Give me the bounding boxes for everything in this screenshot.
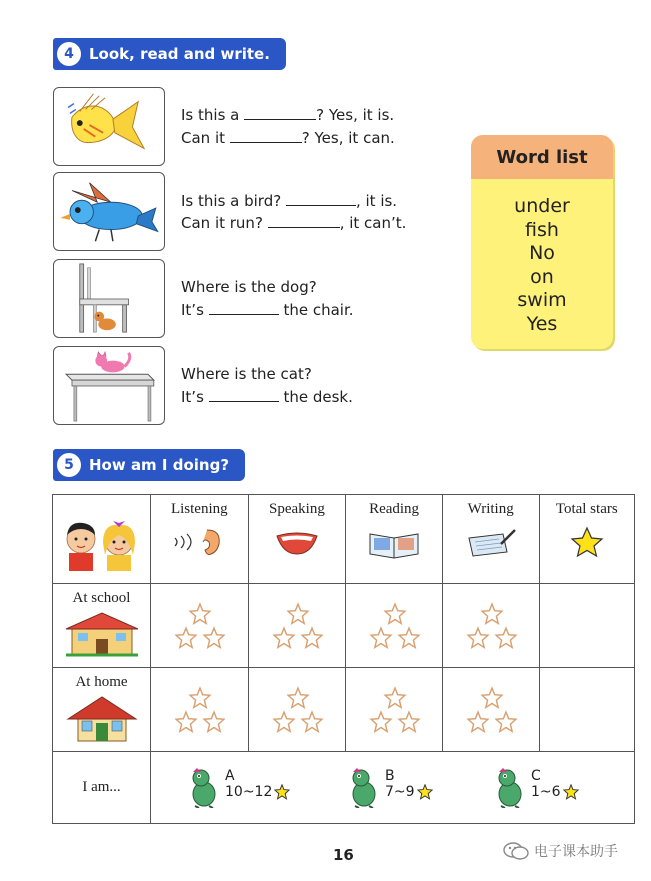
stars-cell[interactable] [442, 668, 539, 752]
section-4-title: Look, read and write. [89, 45, 270, 63]
rating-a [187, 768, 290, 808]
bird-picture [53, 172, 165, 251]
chair-icon [54, 260, 164, 337]
word-list-item: No [529, 242, 555, 264]
star-rating-group[interactable] [366, 685, 422, 735]
stars-cell[interactable] [248, 584, 346, 668]
section-5-number: 5 [57, 453, 81, 477]
star-rating-group[interactable] [269, 685, 325, 735]
bird-icon [54, 173, 164, 250]
stars-cell[interactable] [248, 668, 346, 752]
house-icon [62, 693, 142, 743]
row-label-at-home: At home [53, 668, 151, 752]
section-5-title: How am I doing? [89, 456, 230, 474]
column-header-total-stars: Total stars [539, 495, 634, 584]
answer-blank[interactable] [244, 106, 316, 120]
empty-star-icon[interactable] [371, 712, 391, 731]
rating-c [493, 768, 579, 808]
stars-cell[interactable] [442, 584, 539, 668]
watermark [502, 841, 618, 861]
stars-cell[interactable] [346, 668, 443, 752]
empty-star-icon[interactable] [190, 688, 210, 707]
stars-cell[interactable] [151, 668, 249, 752]
total-stars-cell[interactable] [539, 668, 634, 752]
star-rating-group[interactable] [269, 601, 325, 651]
word-list-item: fish [525, 218, 559, 241]
answer-blank[interactable] [230, 129, 302, 143]
empty-star-icon[interactable] [288, 604, 308, 623]
word-list-item: under [514, 195, 570, 217]
desk-icon [54, 347, 164, 424]
chair-dog-picture [53, 259, 165, 338]
row-label-at-school: At school [53, 584, 151, 668]
question-3-line-2: It’s the chair. [181, 301, 354, 319]
star-rating-group[interactable] [171, 601, 227, 651]
star-rating-group[interactable] [171, 685, 227, 735]
word-list-item: Yes [526, 312, 558, 335]
empty-star-icon[interactable] [176, 712, 196, 731]
question-3-line-1: Where is the dog? [181, 278, 317, 296]
empty-star-icon[interactable] [302, 712, 322, 731]
empty-star-icon[interactable] [274, 628, 294, 647]
children-icon [53, 495, 150, 579]
empty-star-icon[interactable] [399, 712, 419, 731]
self-assessment-table [52, 494, 635, 824]
empty-star-icon[interactable] [190, 604, 210, 623]
column-header-speaking: Speaking [248, 495, 346, 584]
empty-star-icon[interactable] [496, 712, 516, 731]
table-header-row [53, 495, 635, 584]
question-4-line-1: Where is the cat? [181, 365, 312, 383]
school-icon [62, 609, 142, 659]
empty-star-icon[interactable] [385, 604, 405, 623]
table-row-at-home [53, 668, 635, 752]
rating-scale-cell [151, 752, 635, 824]
wechat-icon [502, 841, 530, 861]
table-row-i-am [53, 752, 635, 824]
rating-b [347, 768, 433, 808]
book-icon [364, 524, 424, 560]
mouth-icon [267, 524, 327, 560]
dinosaur-icon [493, 768, 527, 808]
stars-cell[interactable] [151, 584, 249, 668]
watermark-text: 电子课本助手 [534, 844, 618, 860]
answer-blank[interactable] [268, 214, 340, 228]
empty-star-icon[interactable] [371, 628, 391, 647]
empty-star-icon[interactable] [176, 628, 196, 647]
empty-star-icon[interactable] [288, 688, 308, 707]
fish-icon [54, 88, 164, 165]
star-rating-group[interactable] [463, 601, 519, 651]
empty-star-icon[interactable] [204, 628, 224, 647]
answer-blank[interactable] [286, 192, 356, 206]
fish-picture [53, 87, 165, 166]
word-list-item: on [530, 265, 554, 288]
rating-range: 7~9 [385, 784, 415, 800]
empty-star-icon[interactable] [482, 688, 502, 707]
empty-star-icon[interactable] [468, 628, 488, 647]
row-label-i-am: I am... [53, 752, 151, 824]
dinosaur-icon [187, 768, 221, 808]
question-2-line-2: Can it run? , it can’t. [181, 214, 407, 232]
word-list-title: Word list [471, 135, 613, 179]
question-2-line-1: Is this a bird? , it is. [181, 192, 398, 210]
star-rating-group[interactable] [366, 601, 422, 651]
rating-grade: B [385, 768, 395, 784]
answer-blank[interactable] [209, 388, 279, 402]
answer-blank[interactable] [209, 301, 279, 315]
table-row-at-school [53, 584, 635, 668]
star-icon [567, 524, 607, 560]
star-rating-group[interactable] [463, 685, 519, 735]
column-header-writing: Writing [442, 495, 539, 584]
empty-star-icon[interactable] [399, 628, 419, 647]
dinosaur-icon [347, 768, 381, 808]
rating-grade: A [225, 768, 235, 784]
rating-range: 1~6 [531, 784, 561, 800]
total-stars-cell[interactable] [539, 584, 634, 668]
star-icon [417, 784, 433, 800]
children-picture-cell [53, 495, 151, 584]
empty-star-icon[interactable] [385, 688, 405, 707]
page-number: 16 [333, 846, 354, 864]
empty-star-icon[interactable] [204, 712, 224, 731]
word-list-words [471, 179, 613, 336]
stars-cell[interactable] [346, 584, 443, 668]
star-icon [563, 784, 579, 800]
section-4-header [53, 38, 286, 70]
notebook-pencil-icon [461, 524, 521, 560]
question-1-line-1: Is this a ? Yes, it is. [181, 106, 395, 124]
section-5-header [53, 449, 245, 481]
empty-star-icon[interactable] [482, 604, 502, 623]
empty-star-icon[interactable] [302, 628, 322, 647]
section-4-number: 4 [57, 42, 81, 66]
word-list-box [471, 135, 613, 349]
question-4-line-2: It’s the desk. [181, 388, 353, 406]
word-list-item: swim [517, 289, 567, 311]
question-1-line-2: Can it ? Yes, it can. [181, 129, 395, 147]
empty-star-icon[interactable] [274, 712, 294, 731]
empty-star-icon[interactable] [496, 628, 516, 647]
desk-cat-picture [53, 346, 165, 425]
column-header-reading: Reading [346, 495, 443, 584]
star-icon [274, 784, 290, 800]
rating-grade: C [531, 768, 541, 784]
ear-icon [169, 524, 229, 560]
rating-range: 10~12 [225, 784, 273, 800]
column-header-listening: Listening [151, 495, 249, 584]
empty-star-icon[interactable] [468, 712, 488, 731]
